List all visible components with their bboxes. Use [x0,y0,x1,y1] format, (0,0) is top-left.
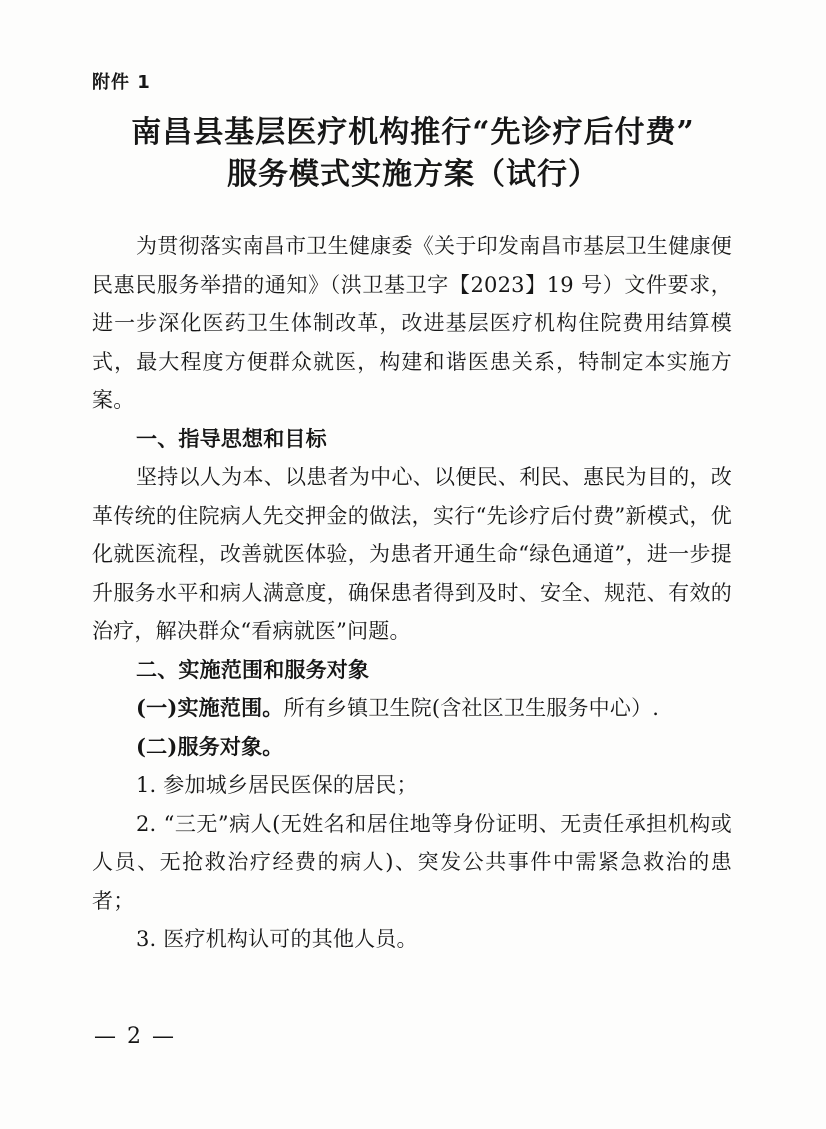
scope-text: 所有乡镇卫生院(含社区卫生服务中心）. [283,696,660,720]
section-1-paragraph: 坚持以人为本、以患者为中心、以便民、利民、惠民为目的，改革传统的住院病人先交押金的做法，实行“先诊疗后付费”新模式，优化就医流程，改善就医体验，为患者开通生命“绿色通道”，进一步提升服务水平和病人满意度，确保患者得到及时、安全、规范、有效的治疗，解决群众“看病就医”问题。 [92,465,732,643]
document-title-line-1: 南昌县基层医疗机构推行“先诊疗后付费” [131,115,695,150]
target-item-2: 2. “三无”病人(无姓名和居住地等身份证明、无责任承担机构或人员、无抢救治疗经费的病人)、突发公共事件中需紧急救治的患者； [92,811,732,913]
attachment-label: 附件 1 [92,72,151,93]
intro-paragraph: 为贯彻落实南昌市卫生健康委《关于印发南昌市基层卫生健康便民惠民服务举措的通知》（洪卫基卫字【2023】19 号）文件要求，进一步深化医药卫生体制改革，改进基层医疗机构住院费用结算模式，最大程度方便群众就医，构建和谐医患关系，特制定本实施方案。 [92,234,732,412]
target-item-3: 3. 医疗机构认可的其他人员。 [136,927,418,951]
target-item-1: 1. 参加城乡居民医保的居民； [136,773,418,797]
document-body [92,227,732,959]
scope-paragraph [92,689,732,728]
target-paragraph [92,728,732,767]
page-number: — 2 — [94,1024,176,1049]
section-1-heading: 一、指导思想和目标 [136,426,327,451]
section-2-heading: 二、实施范围和服务对象 [136,657,370,682]
scope-label: (一)实施范围。 [136,695,284,720]
target-label: (二)服务对象。 [136,733,284,759]
document-title-line-2: 服务模式实施方案（试行） [227,157,599,192]
